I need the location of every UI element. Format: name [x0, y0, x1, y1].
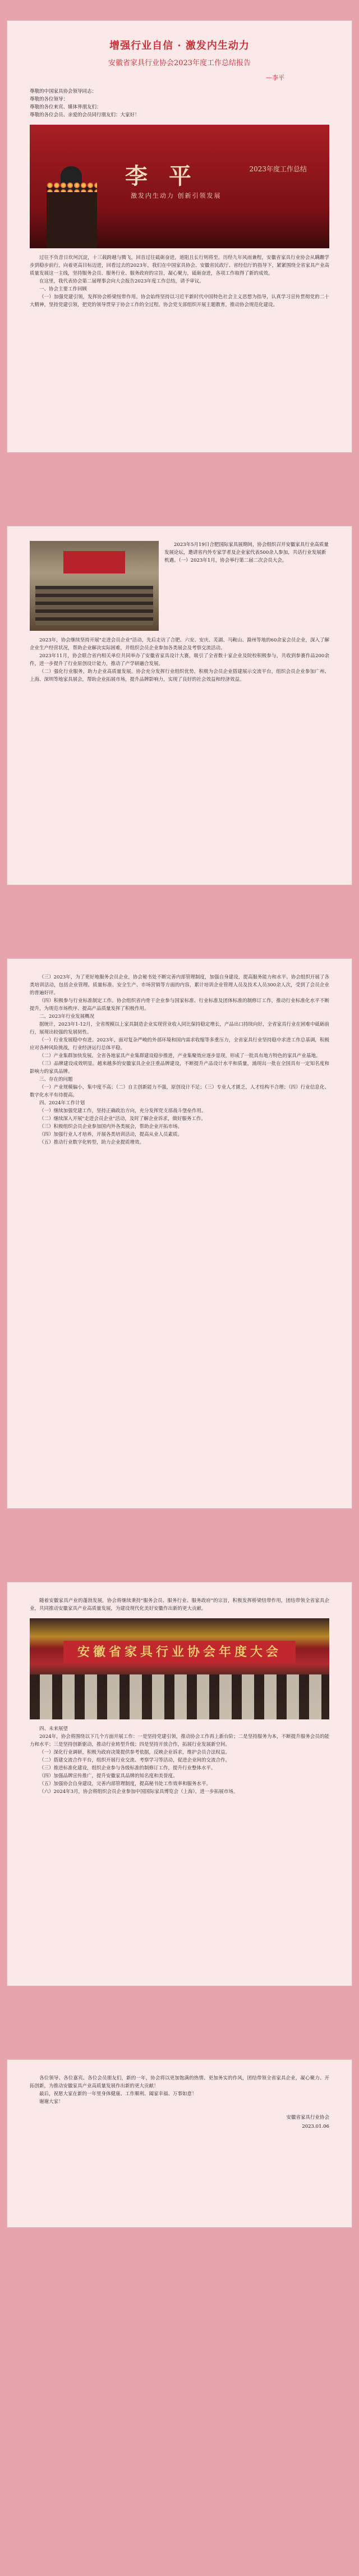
photo-side-text: 2023年5月19日合肥国际家具展期间，协会组织召开安徽家具行业高质量发展论坛，邀请省内外专家学者及企业家代表500余人参加，共话行业发展新机遇。（一）2023年1月，协会举行第二届二次会员大会。 — [164, 542, 329, 563]
podium-shape — [47, 186, 97, 248]
report-card-4 — [7, 1582, 352, 1986]
paragraph: （五）加强协会自身建设，完善内部管理制度，提高秘书处工作效率和服务水平。 — [39, 1781, 211, 1787]
conference-tables — [30, 1674, 329, 1719]
paragraph: （一）加强党建引领，发挥协会桥梁纽带作用。协会始终坚持以习近平新时代中国特色社会主义思想为指导，认真学习宣传贯彻党的二十大精神，坚持党建引领，把党的领导贯穿于协会工作的全过程。协会党支部组织开展主题教育，推动协会规范化建设。 — [30, 294, 329, 308]
report-card-5 — [7, 2059, 352, 2228]
greeting-line: 尊敬的各位来宾、媒体界朋友们： — [30, 104, 102, 110]
conference-banner: 安徽省家具行业协会年度大会 — [63, 1641, 296, 1663]
paragraph: 最后，祝愿大家在新的一年里身体健康、工作顺利、阖家幸福、万事如意！ — [39, 2091, 197, 2097]
paragraph: （一）继续加强党建工作，坚持正确政治方向，充分发挥党支部战斗堡垒作用。 — [39, 1108, 206, 1114]
paragraph: （六）2024年3月，协会将组织会员企业参加中国国际家具博览会（上海），进一步拓展市场。 — [39, 1789, 238, 1795]
stage-photo — [30, 125, 329, 248]
section-heading: 四、2024年工作计划 — [39, 1100, 85, 1106]
paragraph: （一）产业规模偏小，集中度不高；（二）自主创新能力不强，原创设计不足；（三）专业人才匮乏，人才结构不合理；（四）行业信息化、数字化水平有待提高。 — [30, 1085, 329, 1098]
paragraph: 谢谢大家！ — [39, 2099, 63, 2105]
greetings — [30, 88, 329, 119]
paragraph: （二）继续深入开展"走进会员企业"活动，及时了解企业诉求，做好服务工作。 — [39, 1116, 206, 1122]
paragraph: （三）品牌建设成效明显。越来越多的安徽家具企业注重品牌建设，不断提升产品设计水平和质量，涌现出一批在全国具有一定知名度和影响力的家具品牌。 — [30, 1061, 329, 1075]
paragraph: （五）推动行业数字化转型，助力企业提质增效。 — [39, 1140, 145, 1145]
paragraph: （二）产业集群加快发展。全省各地家具产业集群建设稳步推进，产业集聚效应逐步显现，形成了一批具有地方特色的家具产业基地。 — [39, 1053, 321, 1059]
paragraph: 在这里，我代表协会第二届理事会向大会报告2023年度工作总结，请予审议。 — [39, 279, 204, 284]
greeting-line: 尊敬的各位领导： — [30, 97, 68, 102]
flowers-decoration — [47, 182, 97, 192]
greeting-line: 尊敬的各位会员、亲爱的会员同行朋友们：大家好！ — [30, 112, 140, 118]
report-subtitle: 安徽省家具行业协会2023年度工作总结报告 — [108, 59, 251, 67]
paragraph: 据统计，2023年1-12月，全省规模以上家具制造企业实现营业收入同比保持稳定增长，产品出口持续向好，全省家具行业在困难中砥砺前行，展现出较强的发展韧性。 — [30, 1022, 329, 1035]
paragraph: 过往不负昔日坎坷沉淀，十三载跨越与腾飞，回首过往砥砺奋进，道阻且长行则将至。历经九年风雨兼程，安徽省家具行业协会从蹒跚学步到稳步前行，向着更高目标迈进，回看过去的2023年，我们在中国家具协会、安徽省民政厅、省经信厅的指导下，紧紧围绕全省家具产业高质量发展这一主线，坚持服务会员、服务行业、服务政府的宗旨，凝心聚力，砥砺奋进，各项工作取得了新的成效。 — [30, 255, 329, 276]
stage-name-text: 李 平 — [125, 163, 198, 189]
paragraph: 2023年11月，协会联合省内相关单位共同举办了安徽省家具设计大赛，吸引了全省数十家企业及院校积极参与，共收到参赛作品200余件，进一步提升了行业原创设计能力，推动了产学研融合发展。 — [30, 653, 329, 667]
report-card-1 — [7, 20, 352, 453]
paragraph: （四）积极参与行业标准制定工作。协会组织省内骨干企业参与国家标准、行业标准及团体标准的制修订工作，推动行业标准化水平不断提升，为规范市场秩序、提高产品质量发挥了积极作用。 — [30, 998, 329, 1012]
paragraph: （二）搭建交流合作平台，组织开展行业交流、考察学习等活动，促进企业间的交流合作。 — [39, 1758, 231, 1763]
paragraph: （四）加强行业人才培养，开展各类培训活动，提高从业人员素质。 — [39, 1132, 183, 1137]
paragraph: （二）强化行业服务，助力企业高质量发展。协会充分发挥行业组织优势，积极为会员企业搭建展示交流平台，组织会员企业参加广州、上海、深圳等地家具展会，帮助企业拓展市场，提升品牌影响力，实现了良好的社会效益和经济效益。 — [30, 669, 329, 682]
paragraph: 各位领导、各位嘉宾、各位会员朋友们，新的一年，协会将以更加饱满的热情、更加务实的作风，团结带领全省家具企业，凝心聚力、开拓创新，为推动安徽家具产业高质量发展作出新的更大贡献！ — [30, 2076, 329, 2089]
conference-photo — [30, 1618, 329, 1719]
report-author: —李平 — [266, 74, 284, 81]
paragraph: 2023年，协会继续坚持开展"走进会员企业"活动，先后走访了合肥、六安、安庆、芜湖、马鞍山、滁州等地的60余家会员企业，深入了解企业生产经营状况，帮助企业解决实际困难，并组织会员企业参加各类展会及考察交流活动。 — [30, 638, 329, 651]
report-card-3 — [7, 958, 352, 1509]
section-heading: 三、存在的问题 — [39, 1077, 73, 1082]
report-title: 增强行业自信 · 激发内生动力 — [109, 40, 250, 52]
meeting-room-photo — [30, 541, 159, 631]
signature-org: 安徽省家具行业协会 — [286, 2115, 329, 2120]
report-card-2 — [7, 526, 352, 885]
projection-screen — [63, 551, 125, 574]
paragraph: 2024年，协会将围绕以下几个方面开展工作：一是坚持党建引领，推动协会工作再上新台阶；二是坚持服务为本，不断提升服务会员的能力和水平；三是坚持创新驱动，推动行业转型升级；四是坚持开放合作，拓展行业发展新空间。 — [30, 1734, 329, 1747]
signature-date: 2023.01.06 — [302, 2124, 329, 2129]
paragraph: （三）推进标准化建设，组织企业参与各级标准的制修订工作，提升行业整体水平。 — [39, 1765, 216, 1771]
photo-with-caption — [30, 541, 329, 631]
paragraph: 随着安徽家具产业的蓬勃发展，协会将继续秉持"服务会员、服务行业、服务政府"的宗旨，积极发挥桥梁纽带作用，团结带领全省家具企业，共同推动安徽家具产业高质量发展，为建设现代化美好安徽作出新的更大贡献。 — [30, 1598, 329, 1612]
audience-rows — [35, 586, 153, 625]
paragraph: （四）加强品牌宣传推广，提升安徽家具品牌的知名度和美誉度。 — [39, 1773, 178, 1779]
paragraph: （一）深化行业调研，积极为政府决策提供参考依据，反映企业诉求，维护会员合法权益。 — [39, 1750, 231, 1755]
paragraph: （三）2023年，为了更好地服务会员企业，协会秘书处不断完善内部管理制度，加强自身建设，提高服务能力和水平。协会组织开展了各类培训活动，包括企业管理、质量标准、安全生产、市场营销等方面的内容，累计培训企业管理人员及技术人员300余人次，受到了会员企业的普遍好评。 — [30, 975, 329, 996]
section-heading: 四、未来展望 — [39, 1726, 68, 1732]
stage-slogan-text: 激发内生动力 创新引领发展 — [131, 192, 222, 199]
stage-year-text: 2023年度工作总结 — [249, 165, 307, 173]
greeting-line: 尊敬的中国家具协会领导同志： — [30, 89, 97, 94]
section-heading: 一、协会主要工作回顾 — [39, 286, 88, 292]
paragraph: （三）积极组织会员企业参加国内外各类展会，帮助企业开拓市场。 — [39, 1124, 183, 1130]
paragraph: （一）行业发展稳中有进。2023年，面对复杂严峻的外部环境和国内需求收缩等多重压力，全省家具行业坚持稳中求进工作总基调，积极应对各种风险挑战，行业经济运行总体平稳。 — [30, 1037, 329, 1051]
section-heading: 二、2023年行业发展概况 — [39, 1014, 95, 1020]
